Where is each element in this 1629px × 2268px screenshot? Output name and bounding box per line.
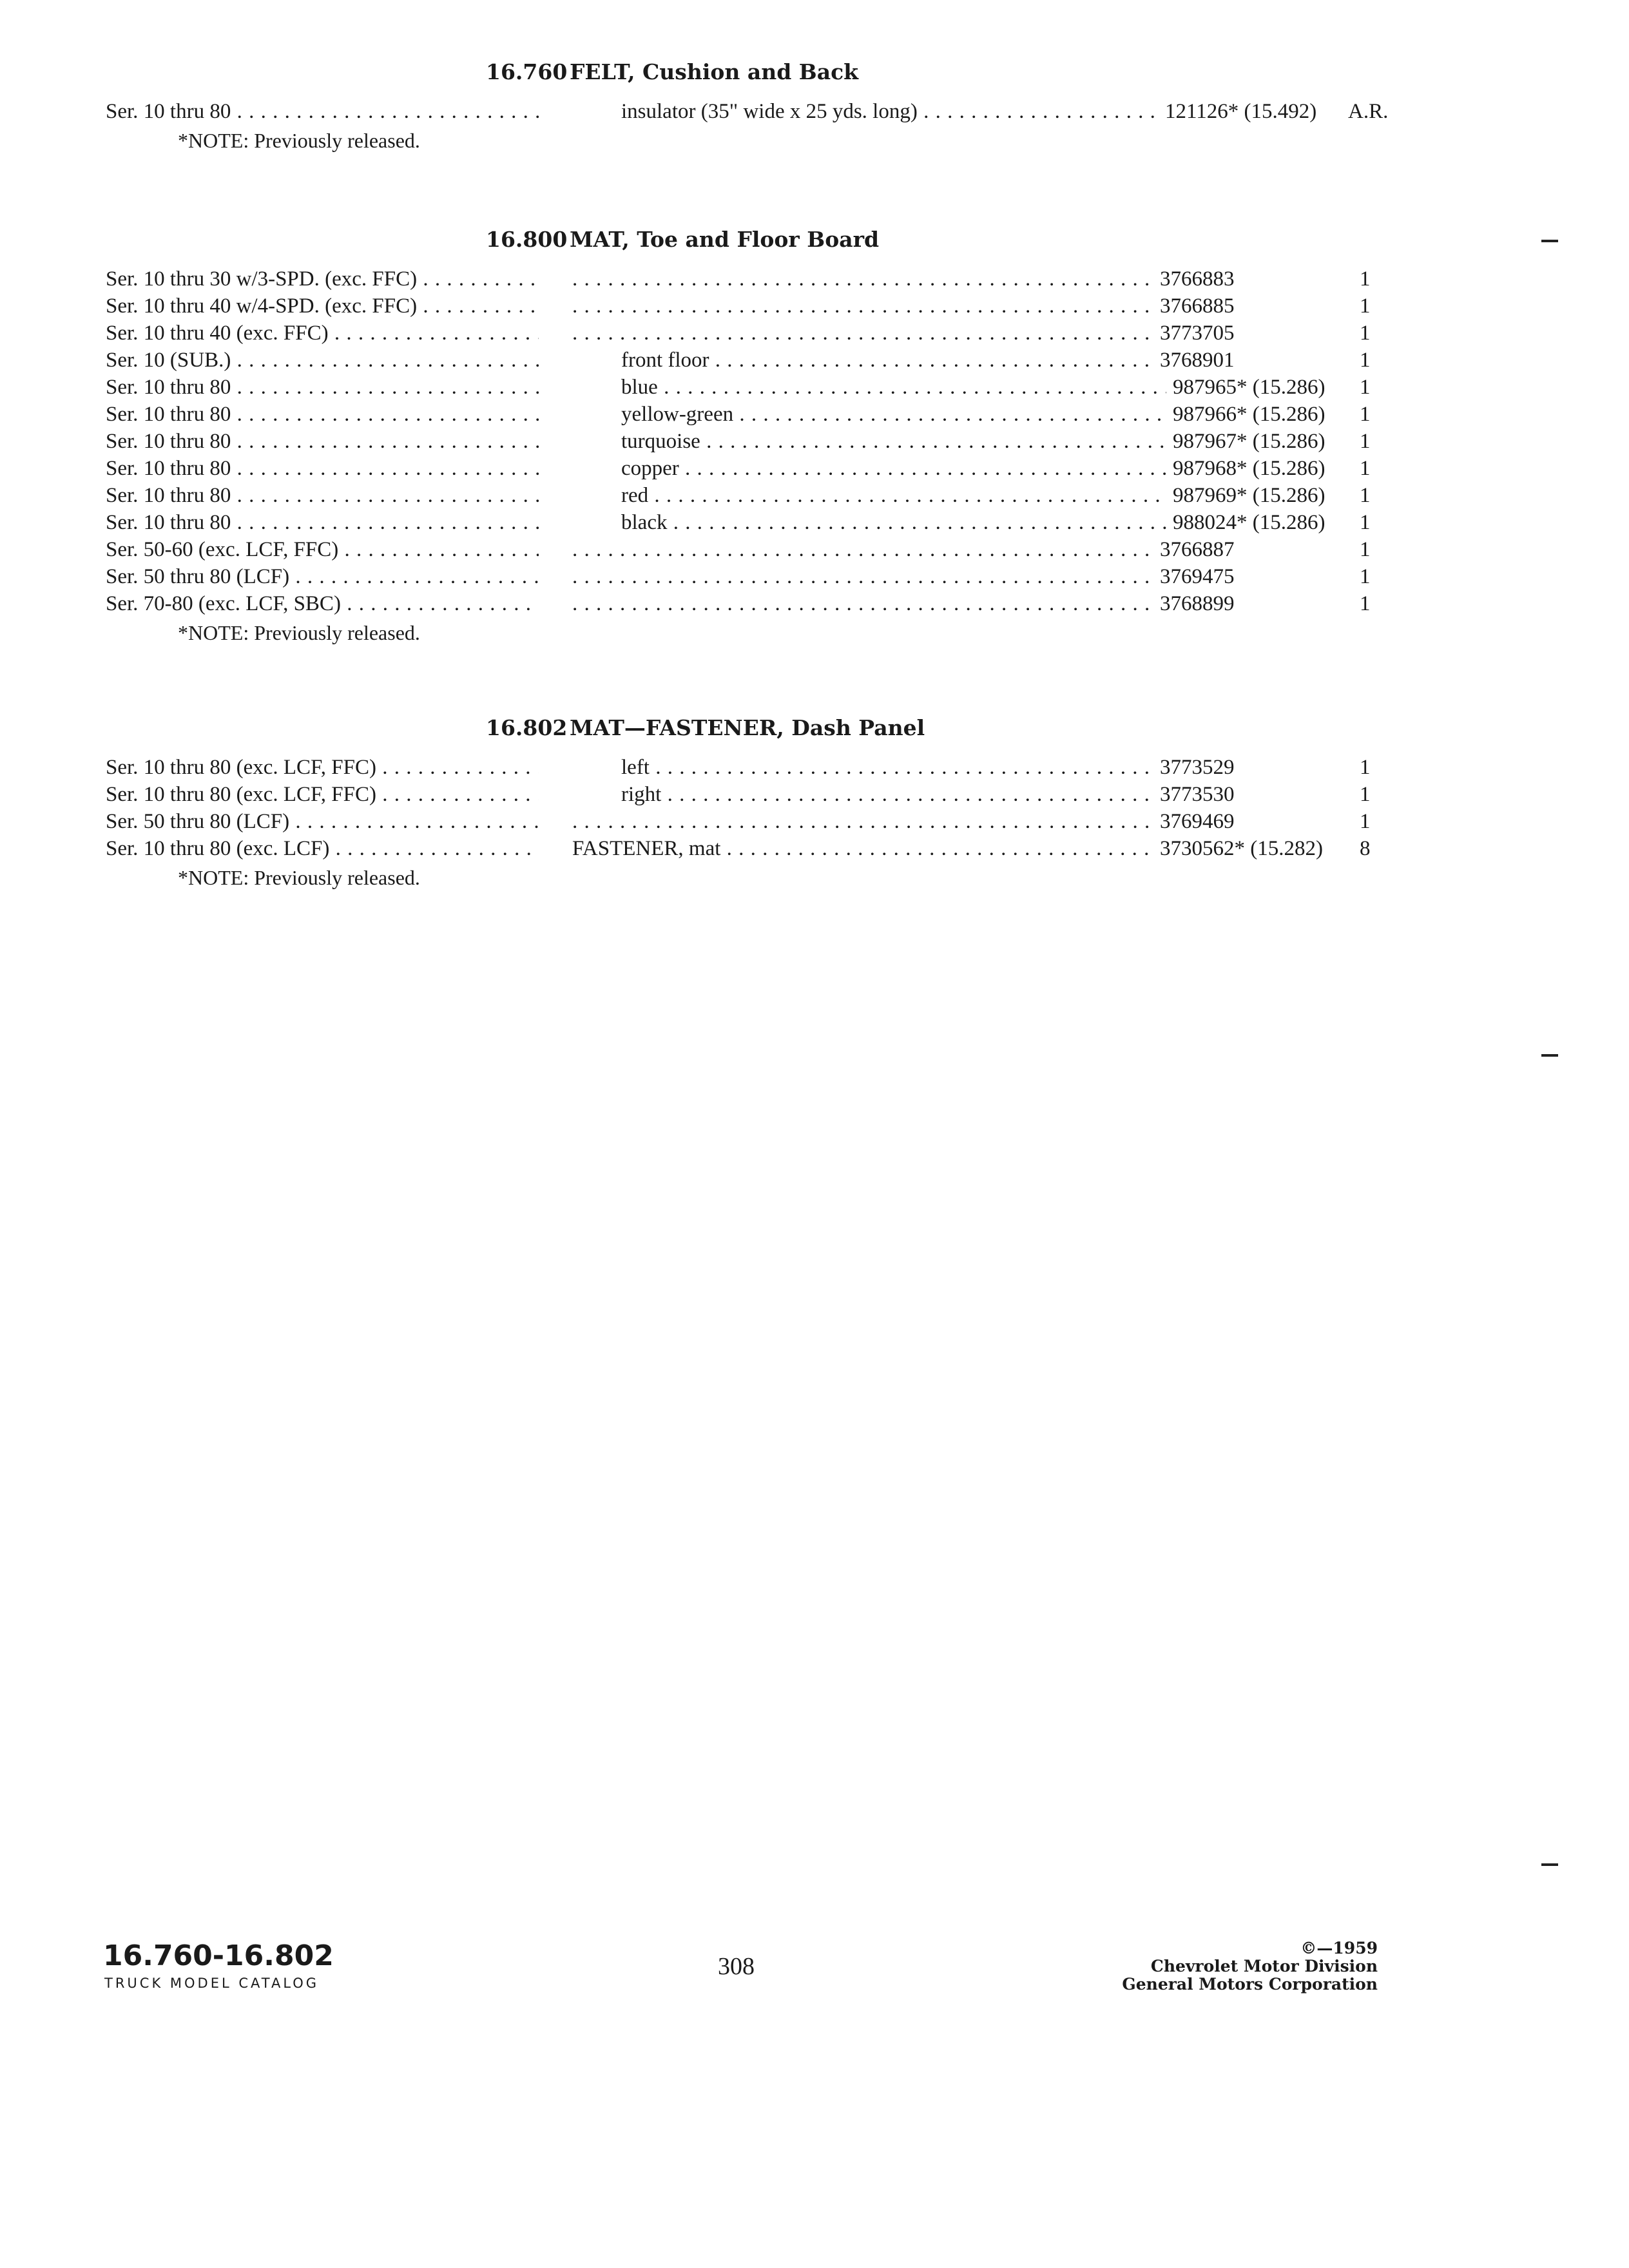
part-number: 3730562* (15.282)	[1153, 835, 1323, 862]
quantity: 1	[1360, 430, 1371, 453]
description-cell	[572, 808, 1240, 835]
parts-row	[106, 320, 1394, 347]
description-cell: copper . . .	[621, 455, 1240, 482]
part-number: 3766887	[1153, 536, 1235, 563]
application-cell: Ser. 10 thru 40 (exc. FFC) . . .	[106, 320, 539, 347]
parts-row	[106, 455, 1394, 482]
corporation-name: General Motors Corporation	[1122, 1975, 1378, 1994]
application-cell: Ser. 10 thru 80 (exc. LCF, FFC) . . .	[106, 754, 539, 781]
parts-row	[106, 265, 1394, 293]
application-cell: Ser. 10 thru 80 . . .	[106, 374, 539, 401]
part-number: 987967* (15.286)	[1166, 428, 1325, 455]
section-title: MAT, Toe and Floor Board	[570, 227, 880, 252]
quantity: 1	[1360, 810, 1371, 833]
application-cell: Ser. 10 thru 80 . . .	[106, 455, 539, 482]
parts-row	[106, 482, 1394, 509]
description-cell: insulator (35" wide x 25 yds. long) . . .	[621, 98, 1240, 125]
part-number: 3768899	[1153, 590, 1235, 617]
quantity: 1	[1360, 484, 1371, 507]
part-number: 3773705	[1153, 320, 1235, 347]
quantity: 1	[1360, 294, 1371, 318]
application-cell: Ser. 10 thru 80 . . .	[106, 98, 539, 125]
parts-row	[106, 347, 1394, 374]
description-cell: left . . .	[621, 754, 1240, 781]
quantity: 1	[1360, 756, 1371, 779]
quantity: 1	[1360, 376, 1371, 399]
part-number: 3766883	[1153, 265, 1235, 293]
part-number: 3773530	[1153, 781, 1235, 808]
part-number: 988024* (15.286)	[1166, 509, 1325, 536]
section-16-802	[106, 715, 1394, 893]
description-cell: red . . .	[621, 482, 1240, 509]
part-number: 3769469	[1153, 808, 1235, 835]
parts-row	[106, 401, 1394, 428]
parts-row	[106, 509, 1394, 536]
footer-catalog-name: TRUCK MODEL CATALOG	[104, 1975, 320, 1991]
division-name: Chevrolet Motor Division	[1150, 1957, 1378, 1975]
description-cell	[572, 536, 1240, 563]
copyright-year: ©—1959	[1300, 1939, 1378, 1957]
part-number: 987965* (15.286)	[1166, 374, 1325, 401]
part-number: 121126* (15.492)	[1159, 98, 1316, 125]
quantity: 1	[1360, 457, 1371, 480]
part-number: 987968* (15.286)	[1166, 455, 1325, 482]
description-cell: yellow-green . . .	[621, 401, 1240, 428]
application-cell: Ser. 10 thru 80 (exc. LCF, FFC) . . .	[106, 781, 539, 808]
quantity: 1	[1360, 403, 1371, 426]
description-cell: right . . .	[621, 781, 1240, 808]
application-cell: Ser. 10 thru 80 . . .	[106, 509, 539, 536]
section-title: MAT—FASTENER, Dash Panel	[570, 715, 925, 740]
parts-row	[106, 835, 1394, 862]
application-cell: Ser. 10 thru 80 . . .	[106, 482, 539, 509]
application-cell: Ser. 50 thru 80 (LCF) . . .	[106, 808, 539, 835]
section-16-760	[106, 59, 1394, 156]
description-cell	[572, 265, 1240, 293]
section-heading	[106, 227, 1394, 265]
quantity: 1	[1360, 267, 1371, 291]
parts-row	[106, 98, 1394, 125]
application-cell: Ser. 10 thru 40 w/4-SPD. (exc. FFC) . . .	[106, 293, 539, 320]
section-number: 16.760	[486, 59, 568, 84]
section-heading	[106, 715, 1394, 754]
quantity: 8	[1360, 837, 1371, 860]
part-number: 3769475	[1153, 563, 1235, 590]
parts-row	[106, 781, 1394, 808]
description-cell	[572, 563, 1240, 590]
description-cell: black . . .	[621, 509, 1240, 536]
description-cell: turquoise . . .	[621, 428, 1240, 455]
application-cell: Ser. 10 (SUB.) . . .	[106, 347, 539, 374]
application-cell: Ser. 50 thru 80 (LCF) . . .	[106, 563, 539, 590]
application-cell: Ser. 10 thru 80 . . .	[106, 428, 539, 455]
parts-row	[106, 374, 1394, 401]
parts-row	[106, 808, 1394, 835]
footer-section-range: 16.760-16.802	[103, 1939, 334, 1972]
parts-row	[106, 590, 1394, 617]
page-number: 308	[718, 1953, 755, 1980]
quantity: 1	[1360, 592, 1371, 615]
margin-tick	[1541, 1054, 1558, 1057]
quantity: 1	[1360, 538, 1371, 561]
margin-tick	[1541, 240, 1558, 242]
application-cell: Ser. 70-80 (exc. LCF, SBC) . . .	[106, 590, 539, 617]
section-note: *NOTE: Previously released.	[178, 129, 420, 152]
parts-row	[106, 293, 1394, 320]
description-cell	[572, 293, 1240, 320]
part-number: 987969* (15.286)	[1166, 482, 1325, 509]
quantity: 1	[1360, 322, 1371, 345]
description-cell: blue . . .	[621, 374, 1240, 401]
description-cell	[572, 320, 1240, 347]
application-cell: Ser. 10 thru 30 w/3-SPD. (exc. FFC) . . .	[106, 265, 539, 293]
section-16-800	[106, 227, 1394, 648]
section-number: 16.802	[486, 715, 568, 740]
section-note: *NOTE: Previously released.	[178, 621, 420, 644]
parts-row	[106, 536, 1394, 563]
section-note: *NOTE: Previously released.	[178, 866, 420, 889]
margin-tick	[1541, 1863, 1558, 1866]
application-cell: Ser. 10 thru 80 . . .	[106, 401, 539, 428]
footer-copyright-block	[1122, 1939, 1378, 1994]
part-number: 987966* (15.286)	[1166, 401, 1325, 428]
section-number: 16.800	[486, 227, 568, 252]
parts-row	[106, 428, 1394, 455]
section-title: FELT, Cushion and Back	[570, 59, 859, 84]
section-heading	[106, 59, 1394, 98]
quantity: 1	[1360, 511, 1371, 534]
part-number: 3773529	[1153, 754, 1235, 781]
application-cell: Ser. 50-60 (exc. LCF, FFC) . . .	[106, 536, 539, 563]
quantity: 1	[1360, 565, 1371, 588]
parts-row	[106, 754, 1394, 781]
quantity: 1	[1360, 783, 1371, 806]
quantity: A.R.	[1348, 100, 1389, 123]
description-cell	[572, 590, 1240, 617]
application-cell: Ser. 10 thru 80 (exc. LCF) . . .	[106, 835, 539, 862]
parts-row	[106, 563, 1394, 590]
part-number: 3766885	[1153, 293, 1235, 320]
quantity: 1	[1360, 349, 1371, 372]
description-cell: FASTENER, mat . . .	[572, 835, 1240, 862]
part-number: 3768901	[1153, 347, 1235, 374]
description-cell: front floor . . .	[621, 347, 1240, 374]
